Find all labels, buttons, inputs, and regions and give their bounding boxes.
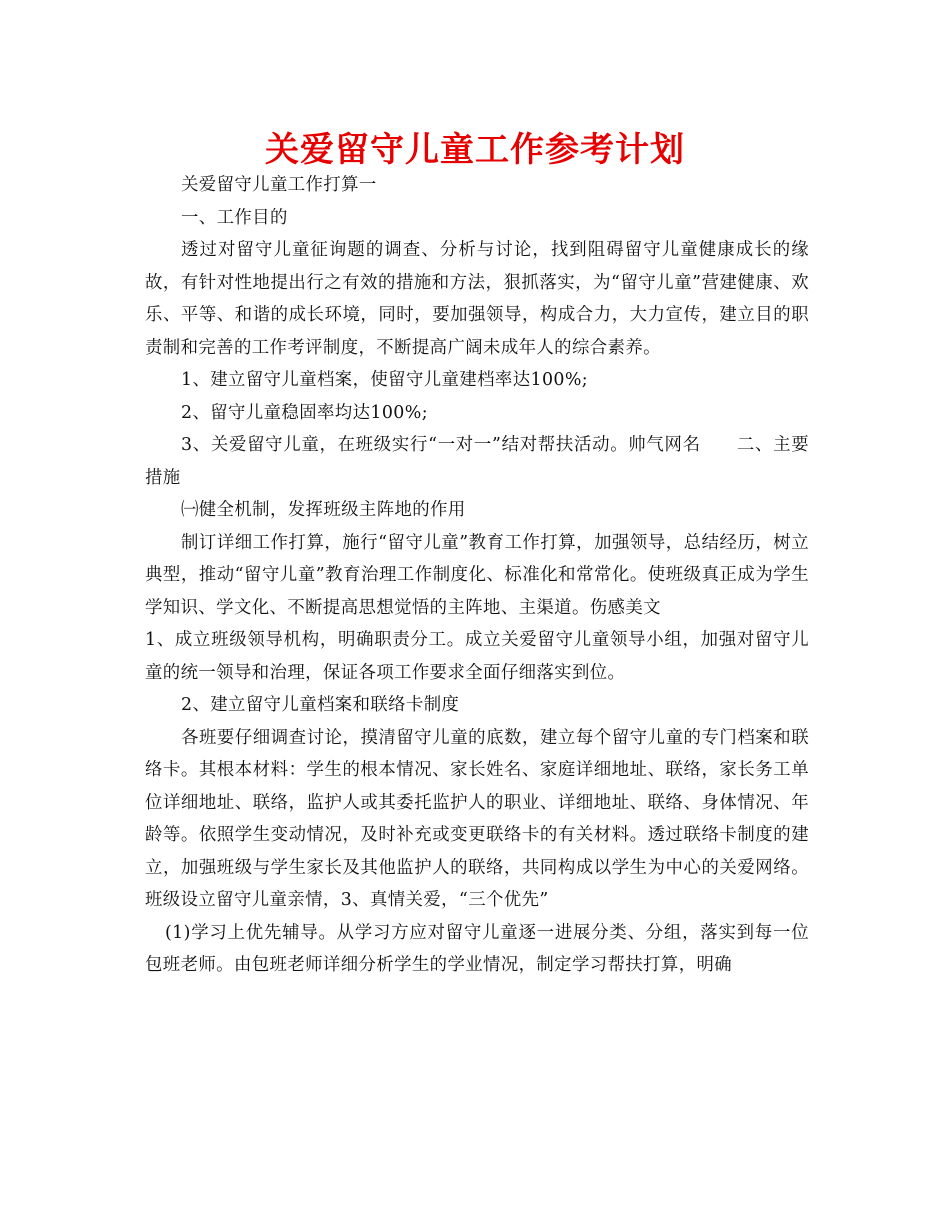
paragraph: 关爱留守儿童工作打算一: [181, 175, 377, 195]
paragraph: 各班要仔细调查讨论，摸清留守儿童的底数，建立每个留守儿童的专门档案和联络卡。其根本材料：学生的根本情况、家长姓名、家庭详细地址、联络，家长务工单位详细地址、联络，监护人或其委托监护人的职业、详细地址、联络、身体情况、年龄等。依照学生变动情况，及时补充或变更联络卡的有关材料。透过联络卡制度的建立，加强班级与学生家长及其他监护人的联络，共同构成以学生为中心的关爱网络。班级设立留守儿童亲情，3、真情关爱，“三个优先”: [145, 727, 809, 910]
paragraph: 2、建立留守儿童档案和联络卡制度: [181, 695, 460, 715]
paragraph: 3、关爱留守儿童，在班级实行“一对一”结对帮扶活动。帅气网名 二、主要措施: [145, 435, 809, 488]
paragraph: (1)学习上优先辅导。从学习方应对留守儿童逐一进展分类、分组，落实到每一位包班老师。由包班老师详细分析学生的学业情况，制定学习帮扶打算，明确: [145, 922, 809, 975]
document-body: [145, 169, 809, 982]
paragraph: 1、建立留守儿童档案，使留守儿童建档率达100%;: [181, 370, 589, 390]
paragraph: 一、工作目的: [181, 207, 288, 228]
paragraph: 1、成立班级领导机构，明确职责分工。成立关爱留守儿童领导小组，加强对留守儿童的统一领导和治理，保证各项工作要求全面仔细落实到位。: [145, 630, 809, 683]
paragraph: 制订详细工作打算，施行“留守儿童”教育工作打算，加强领导，总结经历，树立典型，推动“留守儿童”教育治理工作制度化、标准化和常常化。使班级真正成为学生学知识、学文化、不断提高思想觉悟的主阵地、主渠道。伤感美文: [145, 532, 809, 618]
paragraph: 2、留守儿童稳固率均达100%;: [181, 402, 428, 423]
paragraph: 透过对留守儿童征询题的调查、分析与讨论，找到阻碍留守儿童健康成长的缘故，有针对性地提出行之有效的措施和方法，狠抓落实，为“留守儿童”营建健康、欢乐、平等、和谐的成长环境，同时，要加强领导，构成合力，大力宣传，建立目的职责制和完善的工作考评制度，不断提高广阔未成年人的综合素养。: [145, 240, 809, 358]
document-title: 关爱留守儿童工作参考计划: [265, 130, 685, 170]
paragraph: ㈠健全机制，发挥班级主阵地的作用: [181, 500, 466, 520]
